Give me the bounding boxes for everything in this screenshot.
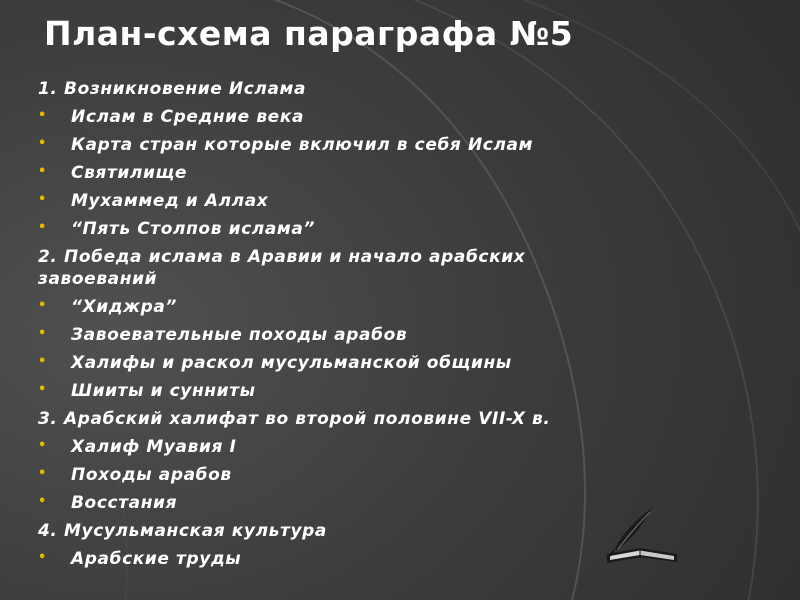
outline-item — [38, 134, 638, 156]
outline-item-text: Святилище — [71, 163, 187, 183]
outline-item-text: Восстания — [71, 493, 178, 513]
outline-item-text: “Пять Столпов ислама” — [71, 219, 316, 239]
section-heading: 1. Возникновение Ислама — [38, 79, 307, 99]
outline-item — [38, 464, 638, 486]
bullet-dot-icon: • — [38, 192, 47, 207]
section-heading: 4. Мусульманская культура — [38, 521, 327, 541]
bullet-dot-icon: • — [38, 382, 47, 397]
outline-item-text: Шииты и сунниты — [71, 381, 256, 401]
outline-item — [38, 352, 638, 374]
outline-item-text: Халиф Муавия I — [71, 437, 237, 457]
paragraph-outline — [38, 78, 638, 576]
outline-item-text: Завоевательные походы арабов — [71, 325, 408, 345]
outline-item-text: “Хиджра” — [71, 297, 178, 317]
bullet-dot-icon: • — [38, 220, 47, 235]
bullet-dot-icon: • — [38, 550, 47, 565]
section-heading: 2. Победа ислама в Аравии и начало арабских завоеваний — [38, 247, 526, 289]
outline-item — [38, 492, 638, 514]
bullet-dot-icon: • — [38, 108, 47, 123]
outline-item — [38, 190, 638, 212]
outline-item — [38, 548, 638, 570]
outline-item — [38, 106, 638, 128]
outline-item-text: Ислам в Средние века — [71, 107, 305, 127]
bullet-dot-icon: • — [38, 466, 47, 481]
outline-item — [38, 436, 638, 458]
outline-item — [38, 162, 638, 184]
bullet-dot-icon: • — [38, 326, 47, 341]
bullet-dot-icon: • — [38, 494, 47, 509]
outline-item-text: Мухаммед и Аллах — [71, 191, 269, 211]
outline-item — [38, 380, 638, 402]
bullet-dot-icon: • — [38, 438, 47, 453]
bullet-dot-icon: • — [38, 298, 47, 313]
outline-item — [38, 296, 638, 318]
outline-item-text: Халифы и раскол мусульманской общины — [71, 353, 512, 373]
quill-and-book-icon — [604, 506, 680, 568]
outline-item — [38, 324, 638, 346]
section-heading: 3. Арабский халифат во второй половине VII-X в. — [38, 409, 551, 429]
outline-item-text: Походы арабов — [71, 465, 232, 485]
bullet-dot-icon: • — [38, 136, 47, 151]
outline-item-text: Карта стран которые включил в себя Ислам — [71, 135, 534, 155]
slide-title: План-схема параграфа №5 — [44, 14, 574, 53]
bullet-dot-icon: • — [38, 164, 47, 179]
bullet-dot-icon: • — [38, 354, 47, 369]
outline-item-text: Арабские труды — [71, 549, 242, 569]
outline-item — [38, 218, 638, 240]
